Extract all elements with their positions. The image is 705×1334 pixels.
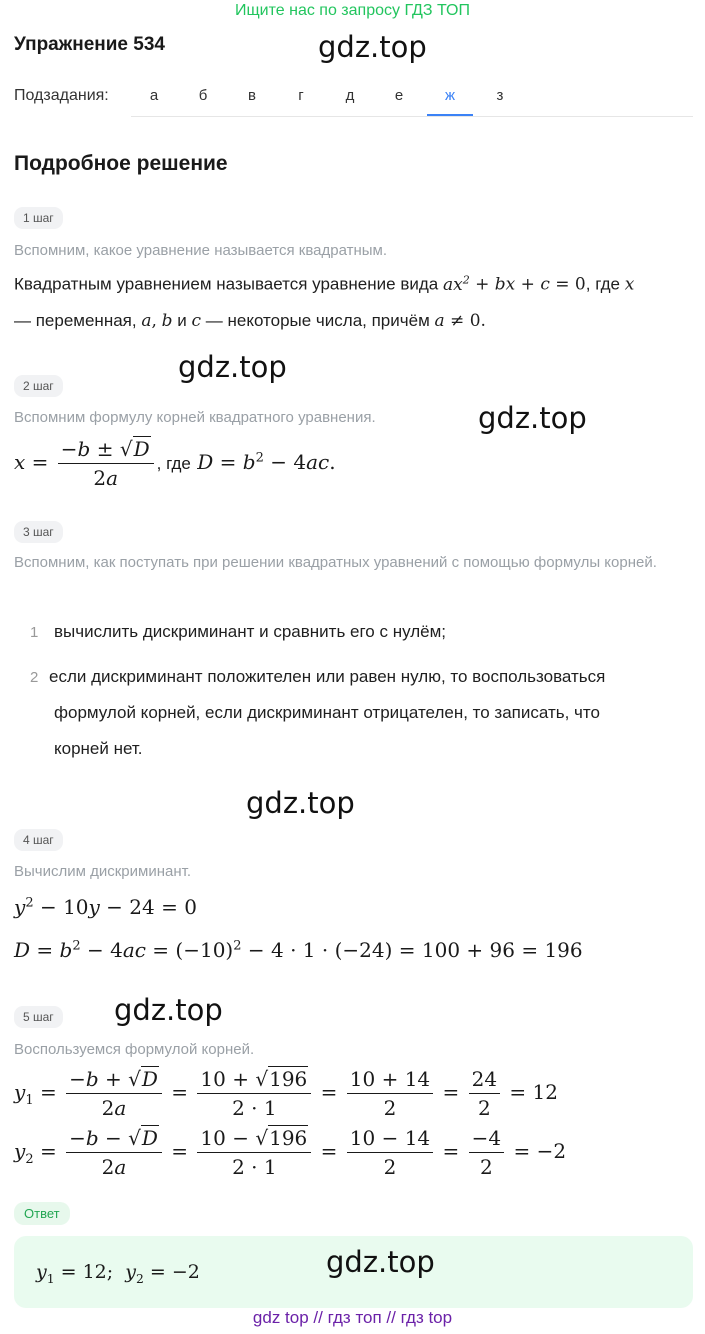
root-y1-calculation: $y_1$ = $\frac{-b + √D}{2a}$ = $\frac{10 + √196}{2 \cdot 1}$ = $\frac{10 + 14}{2}$ = $\frac{24}{2}$ = 12 — [14, 1067, 558, 1120]
watermark: gdz.top — [114, 993, 223, 1027]
watermark: gdz.top — [178, 350, 287, 384]
subtask-tab-zh[interactable]: ж — [427, 78, 473, 116]
step-2-badge: 2 шаг — [14, 375, 63, 397]
subtask-tab-b[interactable]: б — [198, 87, 208, 104]
watermark: gdz.top — [318, 30, 427, 64]
watermark: gdz.top — [326, 1245, 435, 1279]
subtask-tab-g[interactable]: г — [298, 87, 304, 104]
step-5-hint: Воспользуемся формулой корней. — [14, 1041, 255, 1058]
step-1-badge: 1 шаг — [14, 207, 63, 229]
step-1-hint: Вспомним, какое уравнение называется квадратным. — [14, 242, 388, 259]
subtask-tab-z[interactable]: з — [496, 87, 504, 104]
subtask-tab-d[interactable]: д — [345, 87, 355, 104]
roots-formula: x = $\frac{-b \pm √D}{2a}$ , где $D = b^2 - 4ac$. — [14, 437, 336, 490]
answer-value: $y_1 = 12$; $y_2 = -2$ — [36, 1261, 200, 1286]
discriminant-calculation: $D = b^2 - 4ac = (-10)^2 - 4 \cdot 1 \cdot (-24) = 100 + 96 = 196$ — [14, 938, 583, 962]
list-item-number: 1 — [30, 624, 39, 641]
list-item: корней нет. — [54, 739, 143, 758]
equation: $y^2 - 10y - 24 = 0$ — [14, 895, 197, 919]
root-y2-calculation: $y_2$ = $\frac{-b - √D}{2a}$ = $\frac{10 - √196}{2 \cdot 1}$ = $\frac{10 - 14}{2}$ = $\frac{-4}{2}$ = −2 — [14, 1126, 567, 1179]
step-3-hint: Вспомним, как поступать при решении квадратных уравнений с помощью формулы корней. — [14, 554, 657, 571]
step-1-definition-line-1: Квадратным уравнением называется уравнение вида $ax^2$ + bx + c = 0, где x — [14, 273, 635, 295]
top-banner: Ищите нас по запросу ГДЗ ТОП — [235, 2, 470, 19]
list-item-number: 2 — [30, 669, 39, 686]
step-3-badge: 3 шаг — [14, 521, 63, 543]
subtask-tab-v[interactable]: в — [248, 87, 256, 104]
section-title: Подробное решение — [14, 152, 228, 175]
step-4-hint: Вычислим дискриминант. — [14, 863, 191, 880]
step-4-badge: 4 шаг — [14, 829, 63, 851]
list-item: вычислить дискриминант и сравнить его с нулём; — [54, 622, 447, 641]
watermark: gdz.top — [246, 786, 355, 820]
list-item: если дискриминант положителен или равен нулю, то воспользоваться — [49, 667, 606, 686]
list-item: формулой корней, если дискриминант отрицателен, то записать, что — [54, 703, 600, 722]
page-title: Упражнение 534 — [14, 34, 165, 55]
step-5-badge: 5 шаг — [14, 1006, 63, 1028]
subtasks-label: Подзадания: — [14, 87, 109, 104]
subtask-tab-e[interactable]: е — [394, 87, 404, 104]
footer-links[interactable]: gdz top // гдз топ // гдз top — [252, 1308, 453, 1327]
subtask-tab-a[interactable]: а — [149, 87, 159, 104]
step-2-hint: Вспомним формулу корней квадратного уравнения. — [14, 409, 376, 426]
subtasks-tabs — [131, 78, 693, 117]
answer-badge: Ответ — [14, 1202, 70, 1225]
step-1-definition-line-2: — переменная, a, b и c — некоторые числа, причём a ≠ 0. — [14, 311, 486, 331]
watermark: gdz.top — [478, 401, 587, 435]
